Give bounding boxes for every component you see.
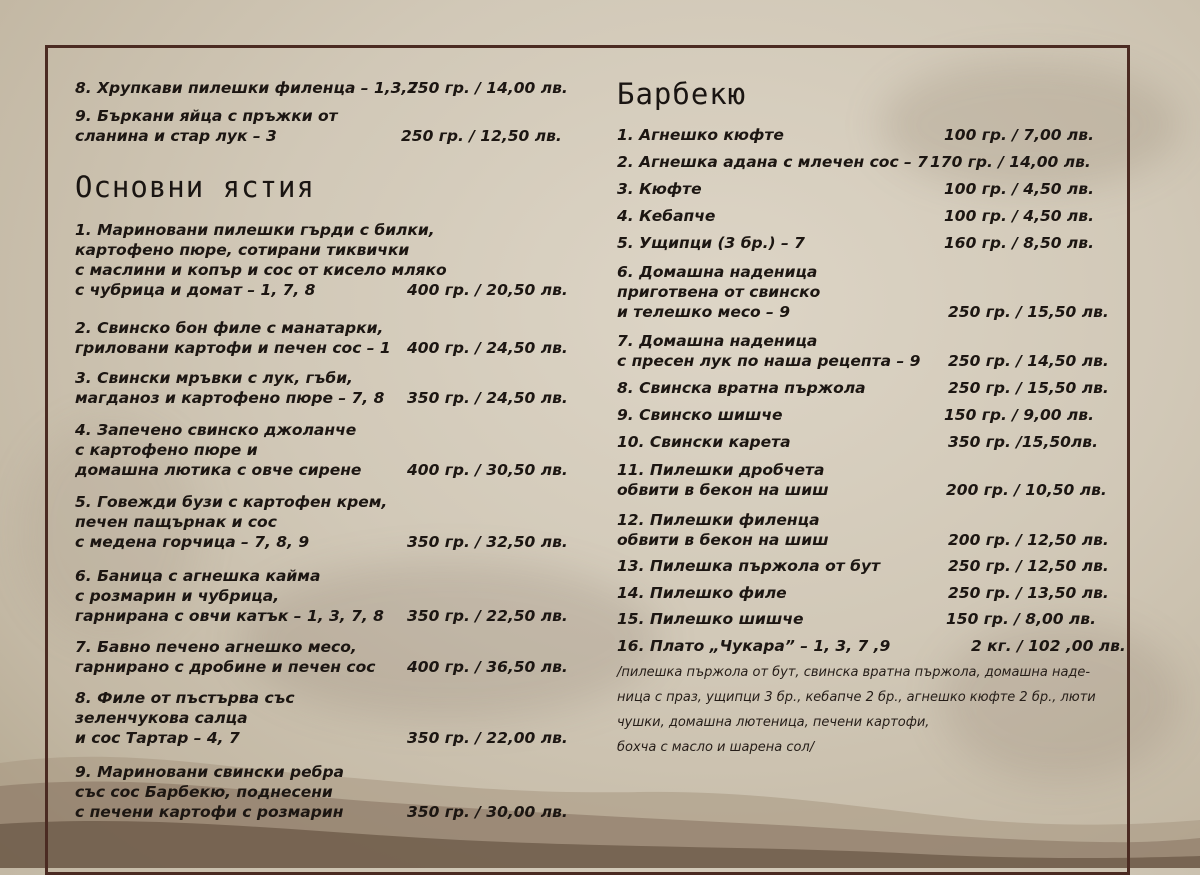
- menu-item-line: картофено пюре, сотирани тиквички: [75, 241, 410, 259]
- menu-item-price: 250 гр. / 12,50 лв.: [948, 557, 1109, 575]
- menu-item-line: с маслини и копър и сос от кисело мляко: [75, 261, 447, 279]
- platter-note-line: чушки, домашна лютеница, печени картофи,: [617, 715, 930, 730]
- menu-item-line: с чубрица и домат – 1, 7, 8: [75, 281, 316, 299]
- menu-item-line: 4. Запечено свинско джоланче: [75, 421, 357, 439]
- menu-item-line: със сос Барбекю, поднесени: [75, 783, 333, 801]
- menu-item-price: 250 гр. / 14,00 лв.: [407, 79, 568, 97]
- menu-item-line: с медена горчица – 7, 8, 9: [75, 533, 310, 551]
- menu-item-price: 400 гр. / 36,50 лв.: [407, 658, 568, 676]
- menu-item-line: 3. Свински мръвки с лук, гъби,: [75, 369, 353, 387]
- menu-item-line: обвити в бекон на шиш: [617, 481, 829, 499]
- menu-item-line: обвити в бекон на шиш: [617, 531, 829, 549]
- menu-item-line: 2. Агнешка адана с млечен сос – 7: [617, 153, 928, 171]
- menu-item-price: 350 гр. / 30,00 лв.: [407, 803, 568, 821]
- menu-item-line: 10. Свински карета: [617, 433, 791, 451]
- menu-item-price: 250 гр. / 15,50 лв.: [948, 303, 1109, 321]
- menu-item-line: 3. Кюфте: [617, 180, 702, 198]
- menu-item-price: 150 гр. / 9,00 лв.: [944, 406, 1094, 424]
- menu-item-line: гарнирана с овчи катък – 1, 3, 7, 8: [75, 607, 384, 625]
- menu-item-line: с картофено пюре и: [75, 441, 258, 459]
- menu-item-line: 6. Баница с агнешка кайма: [75, 567, 321, 585]
- menu-item-line: 5. Говежди бузи с картофен крем,: [75, 493, 388, 511]
- menu-item-line: с розмарин и чубрица,: [75, 587, 280, 605]
- menu-item-line: 9. Мариновани свински ребра: [75, 763, 345, 781]
- menu-item-price: 170 гр. / 14,00 лв.: [930, 153, 1091, 171]
- section-heading-bbq: Барбекю: [617, 77, 747, 111]
- menu-item-line: 8. Свинска вратна пържола: [617, 379, 866, 397]
- menu-item-line: 9. Свинско шишче: [617, 406, 783, 424]
- menu-item-line: 1. Мариновани пилешки гърди с билки,: [75, 221, 435, 239]
- menu-item-line: 4. Кебапче: [617, 207, 716, 225]
- menu-item-line: 16. Плато „Чукара” – 1, 3, 7 ,9: [617, 637, 891, 655]
- menu-item-line: 2. Свинско бон филе с манатарки,: [75, 319, 384, 337]
- menu-item-line: приготвена от свинско: [617, 283, 821, 301]
- menu-item-price: 350 гр. /15,50лв.: [948, 433, 1098, 451]
- menu-item-price: 200 гр. / 12,50 лв.: [948, 531, 1109, 549]
- menu-item-line: гарнирано с дробине и печен сос: [75, 658, 376, 676]
- menu-item-line: 11. Пилешки дробчета: [617, 461, 825, 479]
- menu-item-line: 15. Пилешко шишче: [617, 610, 804, 628]
- menu-item-price: 350 гр. / 32,50 лв.: [407, 533, 568, 551]
- menu-item-line: гриловани картофи и печен сос – 1: [75, 339, 391, 357]
- menu-item-line: домашна лютика с овче сирене: [75, 461, 362, 479]
- menu-item-line: 5. Ущипци (3 бр.) – 7: [617, 234, 805, 252]
- menu-item-price: 100 гр. / 4,50 лв.: [944, 207, 1094, 225]
- menu-item-price: 350 гр. / 22,50 лв.: [407, 607, 568, 625]
- menu-item-line: 8. Филе от пъстърва със: [75, 689, 295, 707]
- menu-item-price: 160 гр. / 8,50 лв.: [944, 234, 1094, 252]
- menu-item-price: 400 гр. / 30,50 лв.: [407, 461, 568, 479]
- menu-item-line: и телешко месо – 9: [617, 303, 790, 321]
- menu-item-price: 200 гр. / 10,50 лв.: [946, 481, 1107, 499]
- menu-item-line: 12. Пилешки филенца: [617, 511, 820, 529]
- menu-item-line: зеленчукова салца: [75, 709, 248, 727]
- menu-item-price: 100 гр. / 7,00 лв.: [944, 126, 1094, 144]
- menu-item-price: 100 гр. / 4,50 лв.: [944, 180, 1094, 198]
- menu-item-line: с печени картофи с розмарин: [75, 803, 344, 821]
- platter-note-line: /пилешка пържола от бут, свинска вратна пържола, домашна наде-: [617, 665, 1091, 680]
- menu-item-line: сланина и стар лук – 3: [75, 127, 277, 145]
- menu-item-line: и сос Тартар – 4, 7: [75, 729, 240, 747]
- menu-item-line: печен пащърнак и сос: [75, 513, 277, 531]
- menu-item-price: 350 гр. / 22,00 лв.: [407, 729, 568, 747]
- menu-item-price: 400 гр. / 20,50 лв.: [407, 281, 568, 299]
- menu-item-line: 13. Пилешка пържола от бут: [617, 557, 881, 575]
- menu-item-price: 250 гр. / 14,50 лв.: [948, 352, 1109, 370]
- menu-item-line: 1. Агнешко кюфте: [617, 126, 784, 144]
- menu-item-line: с пресен лук по наша рецепта – 9: [617, 352, 921, 370]
- menu-item-price: 250 гр. / 12,50 лв.: [401, 127, 562, 145]
- platter-note-line: ница с праз, ущипци 3 бр., кебапче 2 бр., агнешко кюфте 2 бр., люти: [617, 690, 1096, 705]
- menu-item-price: 250 гр. / 15,50 лв.: [948, 379, 1109, 397]
- menu-item-line: 14. Пилешко филе: [617, 584, 787, 602]
- menu-item-price: 400 гр. / 24,50 лв.: [407, 339, 568, 357]
- menu-item-line: магданоз и картофено пюре – 7, 8: [75, 389, 385, 407]
- menu-item-line: 8. Хрупкави пилешки филенца – 1,3,7: [75, 79, 419, 97]
- menu-item-line: 6. Домашна наденица: [617, 263, 818, 281]
- menu-item-line: 9. Бъркани яйца с пръжки от: [75, 107, 338, 125]
- platter-note-line: бохча с масло и шарена сол/: [617, 740, 815, 755]
- menu-item-price: 250 гр. / 13,50 лв.: [948, 584, 1109, 602]
- menu-item-line: 7. Домашна наденица: [617, 332, 818, 350]
- section-heading-main: Основни ястия: [75, 170, 315, 204]
- menu-item-line: 7. Бавно печено агнешко месо,: [75, 638, 357, 656]
- menu-item-price: 2 кг. / 102 ,00 лв.: [971, 637, 1126, 655]
- menu-item-price: 350 гр. / 24,50 лв.: [407, 389, 568, 407]
- menu-item-price: 150 гр. / 8,00 лв.: [946, 610, 1096, 628]
